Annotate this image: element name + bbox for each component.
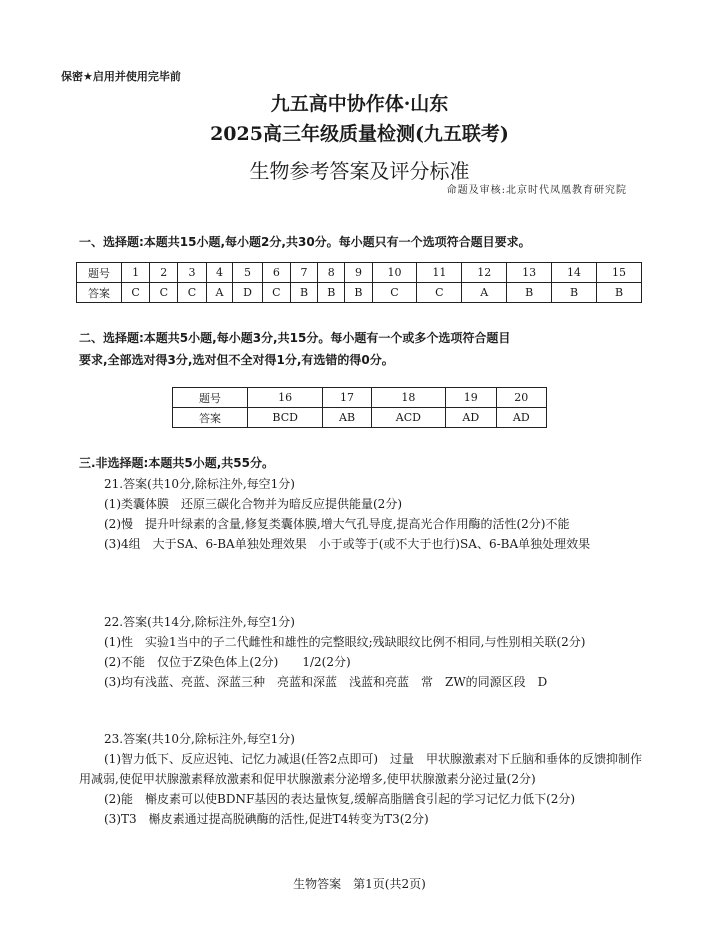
question-23-head: 23.答案(共10分,除标注外,每空1分): [104, 732, 295, 746]
answer-cell: AD: [496, 408, 546, 428]
question-number: 19: [446, 388, 496, 408]
row-label-question: 题号: [77, 263, 122, 283]
question-23-answer: [79, 729, 644, 829]
question-number: 16: [248, 388, 323, 408]
answer-cell: C: [417, 283, 462, 303]
answer-cell: C: [372, 283, 417, 303]
question-21-part3: (3)4组 大于SA、6-BA单独处理效果 小于或等于(或不大于也行)SA、6-BA单独处理效果: [104, 537, 591, 551]
section3-title: 三.非选择题:本题共5小题,共55分。: [79, 456, 274, 470]
question-number: 7: [290, 263, 317, 283]
table-row: [173, 408, 547, 428]
question-number: 17: [323, 388, 371, 408]
answer-cell: AD: [446, 408, 496, 428]
question-number: 10: [372, 263, 417, 283]
answer-cell: C: [122, 283, 150, 303]
question-number: 2: [150, 263, 178, 283]
question-22-head: 22.答案(共14分,除标注外,每空1分): [104, 615, 295, 629]
answer-cell: ACD: [371, 408, 445, 428]
answer-cell: B: [318, 283, 345, 303]
answer-cell: AB: [323, 408, 371, 428]
organization-title: 九五高中协作体·山东: [270, 93, 449, 115]
question-23-part3: (3)T3 槲皮素通过提高脱碘酶的活性,促进T4转变为T3(2分): [104, 812, 429, 826]
row-label-question: 题号: [173, 388, 248, 408]
question-22-answer: [79, 612, 644, 692]
page-footer: 生物答案 第1页(共2页): [293, 877, 426, 891]
document-subtitle: 生物参考答案及评分标准: [249, 159, 470, 183]
source-credit: 命题及审核:北京时代凤凰教育研究院: [446, 185, 627, 196]
question-number: 1: [122, 263, 150, 283]
row-label-answer: 答案: [173, 408, 248, 428]
question-21-head: 21.答案(共10分,除标注外,每空1分): [104, 477, 295, 491]
answer-cell: B: [552, 283, 597, 303]
question-number: 8: [318, 263, 345, 283]
answer-cell: A: [462, 283, 507, 303]
answer-cell: B: [597, 283, 642, 303]
question-number: 6: [262, 263, 290, 283]
question-22-part3: (3)均有浅蓝、亮蓝、深蓝三种 亮蓝和深蓝 浅蓝和亮蓝 常 ZW的同源区段 D: [104, 675, 548, 689]
question-number: 5: [233, 263, 262, 283]
question-number: 3: [178, 263, 206, 283]
answer-cell: B: [507, 283, 552, 303]
question-23-part2: (2)能 槲皮素可以使BDNF基因的表达量恢复,缓解高脂膳食引起的学习记忆力低下(2分): [104, 792, 576, 806]
section2-title-line2: 要求,全部选对得3分,选对但不全对得1分,有选错的得0分。: [79, 353, 394, 367]
question-22-part2: (2)不能 仅位于Z染色体上(2分) 1/2(2分): [104, 655, 351, 669]
table-row: [173, 388, 547, 408]
confidential-label: 保密★启用并使用完毕前: [61, 70, 181, 83]
table-row: [77, 263, 642, 283]
section2-title-line1: 二、选择题:本题共5小题,每小题3分,共15分。每小题有一个或多个选项符合题目: [79, 331, 511, 345]
question-21-part1: (1)类囊体膜 还原三碳化合物并为暗反应提供能量(2分): [104, 497, 402, 511]
question-number: 20: [496, 388, 546, 408]
question-number: 14: [552, 263, 597, 283]
answer-cell: C: [150, 283, 178, 303]
question-number: 12: [462, 263, 507, 283]
answer-cell: B: [345, 283, 372, 303]
answer-cell: A: [206, 283, 233, 303]
question-22-part1: (1)性 实验1当中的子二代雌性和雄性的完整眼纹;残缺眼纹比例不相同,与性别相关联(2分): [104, 635, 586, 649]
section1-answer-table: [76, 262, 642, 303]
answer-cell: C: [178, 283, 206, 303]
question-number: 13: [507, 263, 552, 283]
section2-answer-table: [172, 387, 547, 428]
question-number: 18: [371, 388, 445, 408]
question-number: 11: [417, 263, 462, 283]
question-21-answer: [79, 474, 644, 554]
question-number: 9: [345, 263, 372, 283]
answer-cell: D: [233, 283, 262, 303]
exam-title: 2025高三年级质量检测(九五联考): [210, 123, 509, 145]
table-row: [77, 283, 642, 303]
section1-title: 一、选择题:本题共15小题,每小题2分,共30分。每小题只有一个选项符合题目要求。: [79, 235, 531, 249]
question-23-part1: (1)智力低下、反应迟钝、记忆力减退(任答2点即可) 过量 甲状腺激素对下丘脑和垂体的反馈抑制作用减弱,使促甲状腺激素释放激素和促甲状腺激素分泌增多,使甲状腺激素分泌过量(2分): [79, 752, 642, 786]
answer-cell: BCD: [248, 408, 323, 428]
question-number: 15: [597, 263, 642, 283]
question-21-part2: (2)慢 提升叶绿素的含量,修复类囊体膜,增大气孔导度,提高光合作用酶的活性(2分)不能: [104, 517, 570, 531]
row-label-answer: 答案: [77, 283, 122, 303]
answer-cell: C: [262, 283, 290, 303]
question-number: 4: [206, 263, 233, 283]
answer-cell: B: [290, 283, 317, 303]
